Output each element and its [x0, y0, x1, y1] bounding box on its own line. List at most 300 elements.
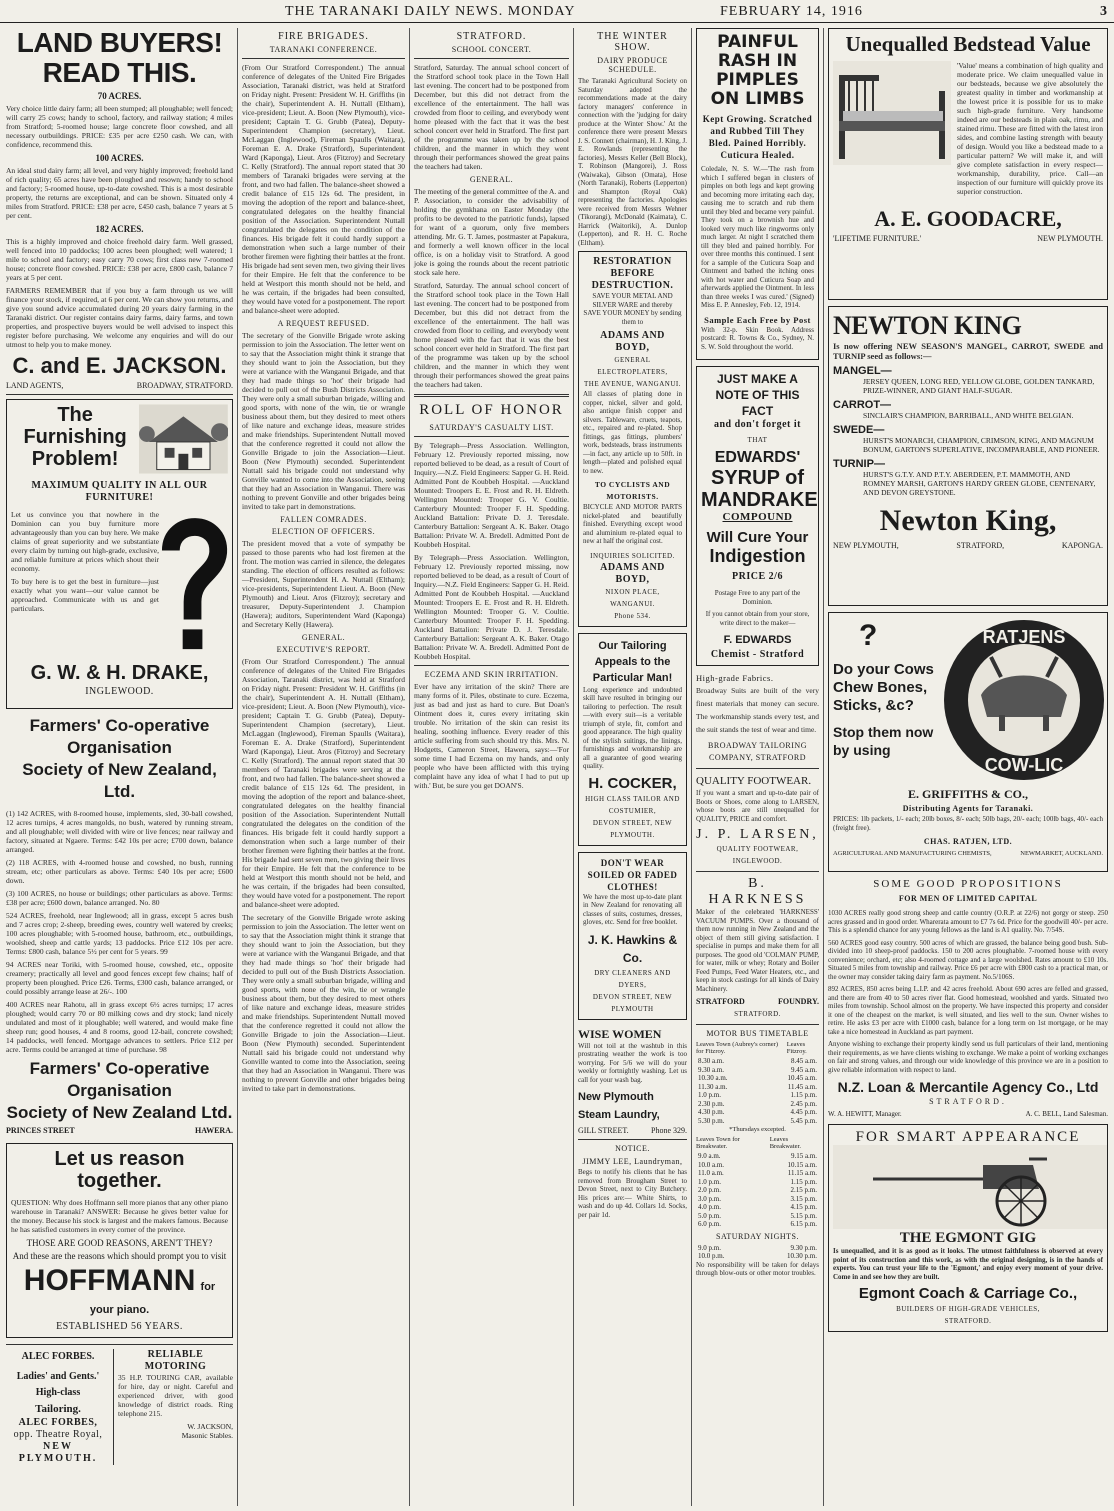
coop-footer-1: Farmers' Co-operative Organisation: [29, 1059, 210, 1100]
tt-leaves-town-2: Leaves Town for Breakwater.: [696, 1136, 740, 1150]
forbes-line1: Ladies' and Gents.' High-class: [16, 1371, 100, 1398]
hawkins-addr: DEVON STREET, NEW PLYMOUTH: [592, 992, 673, 1013]
mandrake-that: THAT: [747, 436, 768, 444]
timetable-row: [696, 1152, 819, 1161]
coop-listing: (1) 142 ACRES, with 8-roomed house, implements, sled, 30-ball cowshed, 12 acres turnips, 4 acres mangolds, no bush, watered by running stream, and all ploughable; well divided with wire or live fences; near railway and factory, situated at Ngaere. Terms: £42 10s per acre; £700 down, balance arranged.: [6, 809, 233, 854]
stratford-text-repeat: Stratford, Saturday. The annual school concert of the Stratford school took place in the Town Hall last evening. The concert had to be postponed from December, but this did not detract from the excellence of the entertainment. The hall was crowded from floor to ceiling, and everybody went home pleased with the fact that it was the best school concert ever held in Stratford. The first part of the programme was taken up by the school children, and the manner in which they went through their performances showed the great pains the teachers had taken.: [414, 281, 569, 389]
nk-town-3: KAPONGA.: [1061, 541, 1103, 550]
furnishing-text-block: [11, 510, 159, 660]
return-time: 11.15 a.m.: [787, 1169, 817, 1177]
timetable-row: [696, 1091, 819, 1100]
column-4: [574, 28, 692, 1506]
cowlic-line-2: Chew Bones,: [833, 679, 928, 696]
crop-varieties: JERSEY QUEEN, LONG RED, YELLOW GLOBE, GOLDEN TANKARD, PRIZE-WINNER, AND GIANT HALF-SUGAR.: [863, 377, 1095, 395]
tt-leaves-bw: Leaves Breakwater.: [769, 1136, 801, 1150]
timetable-row: [696, 1252, 819, 1261]
lot-text: An ideal stud dairy farm; all level, and very highly improved; freehold land of rich quality; 65 acres have been ploughed and resown; handy to school and factory; 5-roomed house, up-to-date cowshed. This is a most desirable property, the returns are exceptional, and can be shown. Situated only 4 miles from Stratford. PRICE: £38 per acre, £450 cash, balance 7 years at 5 per cent.: [6, 166, 233, 220]
forbes-line2: Tailoring.: [35, 1403, 81, 1415]
crop-varieties: SINCLAIR'S CHAMPION, BARRIBALL, AND WHITE BELGIAN.: [863, 411, 1074, 420]
return-time: 2.45 p.m.: [790, 1099, 817, 1108]
timetable-row: [696, 1169, 819, 1178]
nz-loan-town: STRATFORD.: [929, 1097, 1007, 1106]
goodacre-ad: [828, 28, 1108, 300]
winter-show-sub: DAIRY PRODUCE SCHEDULE.: [597, 56, 668, 74]
land-buyers-headline: LAND BUYERS! READ THIS.: [16, 28, 223, 88]
hoffmann-closing: And these are the reasons which should prompt you to visit: [12, 1251, 227, 1261]
forbes-name: ALEC FORBES.: [21, 1351, 95, 1362]
goodacre-tagline: 'LIFETIME FURNITURE.': [833, 234, 922, 243]
return-time: 10.15 a.m.: [787, 1160, 817, 1169]
cocker-firm: H. COCKER,: [588, 774, 677, 792]
laundry-ad: [578, 1026, 687, 1136]
cowlic-maker-role: AGRICULTURAL AND MANUFACTURING CHEMISTS,: [833, 850, 992, 857]
return-time: 2.15 p.m.: [790, 1186, 817, 1194]
departure-time: 9.30 a.m.: [698, 1065, 725, 1074]
crop-name: TURNIP—: [833, 458, 885, 470]
coop-address-row: [6, 1126, 233, 1135]
drake-town: INGLEWOOD.: [85, 686, 154, 697]
farmers-note: FARMERS REMEMBER that if you buy a farm through us we will finance your stock, if required, at 6 per cent. We can show you returns, and give you sound advice accumulated during 20 years dairy farming in the Taranaki district. Our register contains dairy farms, dairy farms, and town properties, and prospective buyers would be well advised to inspect this register before purchasing. We welcome any enquiries and will do our utmost to help you to make money.: [6, 286, 233, 349]
bedstead-illustration: [833, 61, 951, 165]
fire-brigades-text-3: The president moved that a vote of sympathy be passed to those parents who had lost firemen at the front. The motion was carried in silence, the delegates standing. The election of officers resulted as follows:—President, Superintendent H. A. Nuttall (Eltham); vice-presidents, Superintendent Lieut. A. Boon (New Plymouth) and Lieut. Aros (Fitzroy); secretary and treasurer, Deputy-Superintendent J. Champion (Hawera); auditors, Superintendent Ward (Kaponga) and Secretary Kelly (Hawera).: [242, 539, 405, 629]
forbes-town: NEW PLYMOUTH.: [18, 1441, 98, 1464]
broadway-text: Broadway Suits are built of the very finest materials that money can secure. The workmanship stands every test, and the suit stands the test of wear and time.: [696, 686, 819, 734]
house-illustration: [139, 404, 228, 474]
column-6: [824, 28, 1112, 1506]
return-time: 5.15 p.m.: [790, 1211, 817, 1220]
cowlic-text-block: [833, 661, 943, 759]
nz-loan-lot: 892 ACRES, 850 acres being L.I.P. and 42 acres freehold. About 690 acres are felled and grassed, and there are from 40 to 50 acres river flat. Good homestead, woolshed and yards. Situated two miles from township. School almost on the property. We have inspected this property and consider it one of the cheapest on the market, is well situated, and lies well to the sun. Owner wishes to retire. He asks £3 per acre with £1000 cash, balance for a long term on 1st mortgage, or he may take a nice homestead in Auckland as part payment.: [828, 985, 1108, 1036]
tt-thursdays: *Thursdays excepted.: [729, 1126, 786, 1133]
nk-town-1: NEW PLYMOUTH,: [833, 541, 899, 550]
timetable-header-1: [696, 1041, 819, 1055]
restoration-addr: THE AVENUE, WANGANUI.: [584, 380, 681, 388]
crop-name: CARROT—: [833, 399, 892, 411]
winter-show-text: The Taranaki Agricultural Society on Saturday adopted the recommendations made at the dairy factory managers' conference in connection with the 'judging for dairy produce at the Winter Show.' At the conference there were present Messrs J. S. Connett (chairman), H. J. King, J. E. Rowlands (representing the factories), Messrs Keller (Bell Block), T. Robinson (Mangorei), J. Ross (Waiwaka), Gibson (Omata), Hose (North Taranaki), Roberts (Lepperton) and Shampton (Royal Oak) representing the factories. Apologies were received from Messrs Wehner (Tikorangi), McDonald (Kaimata), C. Harrick (Waitoriki), A. Dunlop (Lepperton), and R. H. C. Roche (Eltham).: [578, 77, 687, 247]
gig-illustration: [833, 1145, 1108, 1229]
goodacre-headline: Unequalled Bedstead Value: [845, 32, 1091, 56]
nz-loan-heading: SOME GOOD PROPOSITIONS: [873, 878, 1063, 890]
fire-brigades-text-2: The secretary of the Gonville Brigade wrote asking permission to join the Association. The letter went on to say that the Association might think it strange that they should want to join the Association, but they were at variance with the Wanganui Brigade, and that they had made things so 'hot' their brigade had decided to pull out of the Bush Districts Association. They were only a small suburban brigade, willing and good sports, with none of the win, tie or wrangle business about them, but they desired to meet others of like nature and exchange ideas, measure strides and make friendships. Superintendent Nuttall moved that the conference regretted it could not allow the Gonville Brigade to join the Association—Lieut. Boon (New Plymouth) seconded. Superintendent Nuttall said his brigade could not understand why Gonville wanted to come into the Association, seeing that they had an Association in Wanganui. There was nothing to prevent Gonville and other brigades being invited to take part in demonstrations.: [242, 331, 405, 511]
timetable-heading: MOTOR BUS TIMETABLE: [706, 1029, 809, 1038]
departure-time: 2.30 p.m.: [698, 1099, 725, 1108]
coop-street: PRINCES STREET: [6, 1126, 75, 1135]
mandrake-note: If you cannot obtain from your store, write direct to the maker—: [705, 610, 810, 627]
bottom-ads-row: [6, 1344, 233, 1465]
mandrake-maker-role: Chemist - Stratford: [710, 649, 805, 660]
notice-heading: NOTICE.: [615, 1144, 650, 1153]
cuticura-ad: [696, 28, 819, 360]
timetable-row: [696, 1108, 819, 1117]
tailoring-text: Long experience and undoubted skill have resulted in bringing our tailoring to perfection. The result—with every suit—is a veritable triumph of style, fit, comfort and good appearance. The high quality of the stylish suitings, the linings, furnishings and workmanship are all a guarantee of good wearing quality.: [583, 685, 682, 770]
cowlic-line-3: Sticks, &c?: [833, 697, 914, 714]
cyclists-heading: TO CYCLISTS AND MOTORISTS.: [594, 480, 671, 501]
coop-name-1: Farmers' Co-operative Organisation: [29, 716, 210, 757]
goodacre-firm: A. E. GOODACRE,: [874, 206, 1062, 231]
crop-varieties: HURST'S MONARCH, CHAMPION, CRIMSON, KING, AND MAGNUM BONUM, GARTON'S SUPERLATIVE, INCOMPARABLE, AND PIONEER.: [863, 436, 1100, 454]
departure-time: 3.0 p.m.: [698, 1194, 721, 1203]
harkness-town: STRATFORD: [696, 997, 745, 1006]
cyclists-text: BICYCLE AND MOTOR PARTS nickel-plated and beautifully finished. Everything except wood and aluminium re-plated equal to new at half the original cost.: [583, 503, 682, 545]
hoffmann-reasons: THOSE ARE GOOD REASONS, AREN'T THEY?: [26, 1238, 213, 1248]
goodacre-row: [833, 234, 1103, 243]
cowlic-maker-row: [833, 850, 1103, 857]
nz-loan-sub: FOR MEN OF LIMITED CAPITAL: [898, 894, 1038, 903]
crop-name: SWEDE—: [833, 424, 885, 436]
goodacre-text: 'Value' means a combination of high quality and moderate price. We claim unequalled value in our bedsteads, because we give absolutely the greatest quality in timber and workmanship at the lowest price it is possible for us to make such high-grade furniture. Very handsome indeed are our bedsteads in plain oak, rimu, and stained rimu. These are fitted with the latest iron sides, and combine lasting strength with beauty of design. Would you like a bedstead made to a particular pattern? We will make it, and will give complete satisfaction in every respect—workmanship, durability, price. Call—an inspection of our furniture will quickly prove its superior construction.: [957, 61, 1103, 196]
cowlic-line-5: by using: [833, 742, 891, 758]
timetable-row: [696, 1074, 819, 1083]
furnishing-top: [11, 404, 228, 474]
newton-king-towns: [833, 541, 1103, 550]
cocker-role: HIGH CLASS TAILOR AND COSTUMIER,: [585, 794, 680, 815]
hawkins-ad: [578, 852, 687, 1020]
hoffmann-brand-tail: for your piano.: [89, 1281, 216, 1316]
harkness-town-2: STRATFORD.: [734, 1010, 781, 1018]
timetable-fitzroy: [696, 1057, 819, 1125]
seal-top-text: RATJENS: [982, 627, 1066, 647]
restoration-firm-2: ADAMS AND BOYD,: [600, 561, 665, 585]
egmont-role: BUILDERS OF HIGH-GRADE VEHICLES,: [896, 1305, 1040, 1313]
harkness-foundry: FOUNDRY.: [778, 997, 819, 1006]
roll-of-honor: ROLL OF HONOR: [419, 402, 564, 418]
lot-heading: 100 ACRES.: [95, 153, 144, 163]
timetable-row: [696, 1066, 819, 1075]
fire-sub-fallen: FALLEN COMRADES.: [280, 515, 367, 524]
tailoring-title: Our Tailoring Appeals to the Particular Man!: [592, 639, 673, 684]
timetable-row: [696, 1178, 819, 1187]
lot-text: Very choice little dairy farm; all been stumped; all ploughable; well fenced; will carry 25 cows; handy to school, factory, and railway station; 4 miles from Stratford; 5-roomed house; large concrete floor cowshed, and all necessary outbuildings. PRICE: £35 per acre £250 cash. We can, with confidence, recommend this.: [6, 104, 233, 149]
cuticura-sub: Kept Growing. Scratched and Rubbed Till They Bled. Pained Horribly. Cuticura Healed.: [702, 114, 813, 160]
mandrake-ad: [696, 366, 819, 666]
restoration-firm: ADAMS AND BOYD,: [600, 330, 665, 353]
larsen-text: If you want a smart and up-to-date pair of Boots or Shoes, come along to LARSEN, whose boots are still unequalled for QUALITY, PRICE and comfort.: [696, 789, 819, 823]
return-time: 8.45 a.m.: [790, 1057, 817, 1065]
departure-time: 9.0 p.m.: [698, 1243, 721, 1252]
masthead-date: FEBRUARY 14, 1916: [720, 4, 863, 19]
return-time: 4.15 p.m.: [790, 1203, 817, 1211]
laundry-name: New Plymouth Steam Laundry,: [578, 1091, 660, 1121]
lee-title: JIMMY LEE, Laundryman,: [582, 1157, 683, 1166]
larsen-firm: J. P. LARSEN,: [696, 827, 819, 842]
cowlic-line-4: Stop them now: [833, 724, 934, 740]
fire-sub-executive: EXECUTIVE'S REPORT.: [276, 645, 371, 654]
forbes-name2: ALEC FORBES,: [18, 1417, 98, 1428]
hoffmann-ad: [6, 1143, 233, 1338]
goodacre-town: NEW PLYMOUTH.: [1037, 234, 1103, 243]
column-2: [238, 28, 410, 1506]
masthead-title: THE TARANAKI DAILY NEWS. MONDAY: [285, 4, 576, 19]
departure-time: 8.30 a.m.: [698, 1057, 725, 1065]
goodacre-body: [833, 61, 1103, 200]
forbes-addr: opp. Theatre Royal,: [13, 1429, 103, 1440]
roll-text: By Telegraph—Press Association. Wellington, February 12. Previously reported missing, now reported believed to be dead, as a result of Court of Inquiry.—N.Z. Field Engineers: Sapper G. H. Reid. Admitted Pont de Koubbeh Hospital. —Auckland Mounted: Troopers E. E. Frost and R. H. Eldreth. Wellington Mounted: Trooper G. V. Coultie. Canterbury Mounted: Trooper F. H. Spedding. Auckland Battalion: Private D. J. Teresdale. Canterbury Battalion: Sergeant A. K. Baker. Otago Battalion: Private W. A. Bredell. Admitted Pont de Koubbeh Hospital.: [414, 441, 569, 549]
farmers-coop-ad: [6, 715, 233, 1135]
departure-time: 5.0 p.m.: [698, 1211, 721, 1220]
column-3: [410, 28, 574, 1506]
roll-text-repeat: By Telegraph—Press Association. Wellington, February 12. Previously reported missing, now reported believed to be dead, as a result of Court of Inquiry.—N.Z. Field Engineers: Sapper G. H. Reid. Admitted Pont de Koubbeh Hospital. —Auckland Mounted: Troopers E. E. Frost and R. H. Eldreth. Wellington Mounted: Trooper G. V. Coultie. Canterbury Mounted: Trooper F. H. Spedding. Auckland Battalion: Private D. J. Teresdale. Canterbury Battalion: Sergeant A. K. Baker. Otago Battalion: Private W. A. Bredell. Admitted Pont de Koubbeh Hospital.: [414, 553, 569, 661]
laundry-row: [578, 1126, 687, 1135]
larsen-role: QUALITY FOOTWEAR, INGLEWOOD.: [716, 845, 799, 865]
restoration-phone: Phone 534.: [614, 611, 651, 620]
furnishing-text-2: To buy here is to get the best in furniture—just exactly what you want—our value cannot be approached. Communicate with us and get particulars.: [11, 577, 159, 613]
cowlic-seal: [941, 617, 1107, 783]
coop-listing: 94 ACRES near Toriki, with 5-roomed house, cowshed, etc., opposite creamery; practically all level and good fences except few chains; half of property been ploughed. Price £26. Terms, £300 cash, balance arranged, or could possibly arrange lease at 26/-. 100: [6, 960, 233, 996]
cowlic-distributor: E. GRIFFITHS & CO.,: [907, 787, 1028, 801]
hawkins-role: DRY CLEANERS AND DYERS,: [594, 968, 671, 989]
newton-king-intro: Is now offering NEW SEASON'S MANGEL, CARROT, SWEDE and TURNIP seed as follows:—: [833, 341, 1103, 361]
lot-text: This is a highly improved and choice freehold dairy farm. Well grassed, well fenced into 10 paddocks; 100 acres been ploughed; well watered; 1 mile to school and factory; easy carry 70 cows; first class new 7-roomed house; concrete floor cowshed. PRICE: £38 per acre, £800 cash, balance 7 years at 5 per cent.: [6, 237, 233, 282]
lot-heading: 70 ACRES.: [97, 91, 142, 101]
tt-saturday: SATURDAY NIGHTS.: [716, 1231, 799, 1241]
return-time: 9.45 a.m.: [790, 1065, 817, 1074]
hawkins-firm: J. K. Hawkins & Co.: [587, 932, 678, 965]
furnishing-text-1: Let us convince you that nowhere in the Dominion can you buy furniture more advantageously than you can buy here. We make claims of great superiority and we substantiate every claim by turning out high-grade, exclusive, and reliable furniture at prices which shout their economy.: [11, 510, 159, 573]
restoration-addr-2: NIXON PLACE, WANGANUI.: [605, 587, 660, 608]
timetable-row: [696, 1161, 819, 1170]
nz-loan-ad: [828, 878, 1108, 1118]
return-time: 3.15 p.m.: [790, 1194, 817, 1203]
lee-text: Begs to notify his clients that he has removed from Brougham Street to Devon Street, next to City Butchery. His prices are:— White Shirts, to wash and do up 4d. Collars 1d. Socks, per pair 1d.: [578, 1168, 687, 1219]
timetable-row: [696, 1212, 819, 1221]
cocker-addr: DEVON STREET, NEW PLYMOUTH.: [592, 818, 673, 839]
departure-time: 1.0 p.m.: [698, 1177, 721, 1186]
tt-footnote: No responsibility will be taken for delays through blow-outs or other motor troubles.: [696, 1260, 819, 1277]
roll-sub: SATURDAY'S CASUALTY LIST.: [429, 423, 554, 432]
mandrake-product-2: MANDRAKE: [701, 489, 818, 511]
jackson-address-row: [6, 381, 233, 390]
motoring-ad: [114, 1349, 233, 1465]
winter-show-heading: THE WINTER SHOW.: [597, 31, 668, 53]
motoring-heading: RELIABLE MOTORING: [144, 1349, 207, 1372]
fire-brigades-sub: TARANAKI CONFERENCE.: [269, 45, 378, 54]
wear-text: We have the most up-to-date plant in New Zealand for renovating all classes of suits, costumes, dresses, gloves, etc. Send for free booklet.: [583, 892, 682, 926]
laundry-addr: GILL STREET.: [578, 1126, 629, 1135]
restoration-title: RESTORATION BEFORE DESTRUCTION.: [591, 256, 674, 291]
crop-varieties: HURST'S G.T.Y. AND P.T.Y. ABERDEEN, P.T. MAMMOTH, AND ROMNEY MARSH, GARTON'S HARDY GREEN GLOBE, CENTENARY, AND DEVON GREYSTONE.: [863, 470, 1096, 497]
motoring-text: 35 H.P. TOURING CAR, available for hire, day or night. Careful and experienced driver, with good knowledge of district roads. Ring telephone 215.: [118, 1373, 233, 1418]
cowlic-maker-town: NEWMARKET, AUCKLAND.: [1020, 850, 1103, 857]
mandrake-postage: Postage Free to any part of the Dominion.: [714, 589, 801, 606]
hoffmann-brand: HOFFMANN: [23, 1264, 196, 1297]
departure-time: 6.0 p.m.: [698, 1220, 721, 1228]
timetable-row: [696, 1100, 819, 1109]
departure-time: 11.30 a.m.: [698, 1082, 728, 1091]
nz-loan-manager: W. A. HEWITT, Manager.: [828, 1110, 902, 1118]
furnishing-tagline: MAXIMUM QUALITY IN ALL OUR FURNITURE!: [31, 480, 208, 503]
eczema-text: Ever have any irritation of the skin? There are many forms of it. Piles, obstinate to cure. Eczema, just as bad and just as hard to cure. But Doan's Ointment does it, cures every irritating skin trouble. No irritation of the skin can resist its healing, soothing influence. Every reader of this article suffering from such should try this. Mrs. N. Hodgetts, Cameron Street, Hawera, says:—'For some time I had Eczema on my hands, and only people who have been afflicted with this trying complaint have any idea of what I had to put up with.' But, be sure you get DOAN'S.: [414, 682, 569, 790]
nz-loan-lot: 560 ACRES good easy country. 500 acres of which are grassed, the balance being good bush. Sub-divided into 10 sheep-proof paddocks. 150 to 200 acres ploughable. 7-roomed house with every convenience; orchard, etc; also 4-roomed cottage and a large woolshed. Rates amount to £10 10s. Situated 5 miles from township and railway. Price £6 per acre with £800 cash to a practical man, or the owner may consider taking dairy farm as payment. No.5/106S.: [828, 938, 1108, 981]
mandrake-claim-1: Will Cure Your: [706, 529, 809, 546]
mandrake-compound: COMPOUND: [722, 511, 793, 523]
cowlic-maker: CHAS. RATJEN, LTD.: [923, 837, 1013, 846]
hoffmann-brand-row: [11, 1264, 228, 1317]
timetable-row: [696, 1195, 819, 1204]
furnishing-title: The Furnishing Problem!: [23, 404, 127, 470]
timetable-row: [696, 1117, 819, 1126]
cowlic-line-1: Do your Cows: [833, 661, 934, 678]
page-number: 3: [1100, 4, 1108, 19]
drake-firm: G. W. & H. DRAKE,: [30, 662, 209, 684]
return-time: 5.45 p.m.: [790, 1116, 817, 1125]
nk-town-2: STRATFORD,: [956, 541, 1005, 550]
wise-title: WISE WOMEN: [578, 1026, 662, 1041]
departure-time: 10.0 a.m.: [698, 1160, 725, 1169]
return-time: 9.30 p.m.: [790, 1243, 817, 1252]
nz-loan-lot: Anyone wishing to exchange their property kindly send us full particulars of their land, mentioning their requirements, as we have clients wishing to exchange. We make a point of working exchanges on fair and strong values, and through our wide knowledge of this province we are in a position to give reliable information with respect to land.: [828, 1040, 1108, 1074]
nz-loan-salesman: A. C. BELL, Land Salesman.: [1025, 1110, 1108, 1118]
cuticura-sample: Sample Each Free by Post: [704, 314, 811, 325]
return-time: 9.15 a.m.: [790, 1152, 817, 1160]
timetable-row: [696, 1203, 819, 1212]
masthead: [0, 2, 1114, 23]
wise-text: Will not toil at the washtub in this prostrating weather the work is too worrying. For 5/6 we will do your weekly or fortnightly washing. Let us call for your wash bag.: [578, 1041, 687, 1084]
newton-king-ad: [828, 306, 1108, 606]
stratford-heading: STRATFORD.: [456, 31, 527, 42]
broadway-heading: High-grade Fabrics.: [696, 673, 774, 683]
cocker-ad: [578, 633, 687, 846]
coop-listing: (3) 100 ACRES, no house or buildings; other particulars as above. Terms: £38 per acre; £600 down, balance arranged. No. 80: [6, 889, 233, 907]
restoration-role: GENERAL ELECTROPLATERS,: [597, 356, 668, 376]
alec-forbes-ad: [6, 1349, 114, 1465]
return-time: 11.45 a.m.: [787, 1082, 817, 1091]
tt-leaves-fitzroy: Leaves Fitzroy.: [786, 1041, 807, 1055]
stratford-sub: SCHOOL CONCERT.: [451, 45, 532, 54]
departure-time: 5.30 p.m.: [698, 1116, 725, 1125]
coop-listing: 400 ACRES near Rahotu, all in grass except 6½ acres turnips; 17 acres ploughed; would carry 70 or 80 milking cows and dry stock; land nicely undulated and most of it ploughable; well watered, and would make fine sheep run; good houses, 4 and 8 rooms, good 12-bail, concrete cowshed; 14 paddocks, well fenced. Mortgage advances to settlers. Price £12 per acre. Terms could be arranged at time of purchase. 98: [6, 1000, 233, 1054]
coop-listing: (2) 118 ACRES, with 4-roomed house and cowshed, no bush, running stream, etc; other particulars as above. Terms: £40 10s per acre; £600 down.: [6, 858, 233, 885]
eczema-heading: ECZEMA AND SKIN IRRITATION.: [424, 670, 559, 679]
furnishing-ad: [6, 399, 233, 709]
hoffmann-established: ESTABLISHED 56 YEARS.: [56, 1321, 183, 1332]
mandrake-brand: EDWARDS': [714, 449, 801, 466]
fire-brigades-text-repeat: The secretary of the Gonville Brigade wrote asking permission to join the Association. The letter went on to say that the Association might think it strange that they should want to join the Association, but they were at variance with the Wanganui Brigade, and that they had made things so 'hot' their brigade had decided to pull out of the Bush Districts Association. They were only a small suburban brigade, willing and good sports, with none of the win, tie or wrangle business about them, but they desired to meet others of like nature and exchange ideas, measure strides and make friendships. Superintendent Nuttall moved that the conference regretted it could not allow the Gonville Brigade to join the Association—Lieut. Boon (New Plymouth) seconded. Superintendent Nuttall said his brigade could not understand why Gonville wanted to come into the Association, seeing that they had an Association in Wanganui. There was nothing to prevent Gonville and other brigades being invited to take part in demonstrations.: [242, 913, 405, 1093]
nz-loan-lot: 1030 ACRES really good strong sheep and cattle country (O.R.P. at 22/6) not gorgy or steep. 250 acres grassed and in good order. Wharerata amount to £7 7s 6d. Price for the goodwill 40/- per acre. This is a splendid chance for any young fellows as the land is A1 quality. No. 7/54S.: [828, 909, 1108, 934]
enquiries: INQUIRIES SOLICITED.: [590, 551, 675, 560]
restoration-ad: [578, 251, 687, 627]
cowlic-distributor-role: Distributing Agents for Taranaki.: [902, 804, 1034, 813]
egmont-firm: Egmont Coach & Carriage Co.,: [858, 1285, 1078, 1302]
mandrake-line2: and don't forget it: [714, 419, 801, 430]
return-time: 1.15 p.m.: [790, 1177, 817, 1186]
stratford-text: Stratford, Saturday. The annual school concert of the Stratford school took place in the Town Hall last evening. The concert had to be postponed from December, but this did not detract from the excellence of the entertainment. The hall was crowded from floor to ceiling, and everybody went home pleased with the fact that it was the best school concert ever held in Stratford. The first part of the programme was taken up by the school children, and the manner in which they went through their performances showed the great pains the teachers had taken.: [414, 63, 569, 171]
timetable-saturday: [696, 1244, 819, 1261]
restoration-text-2: All classes of plating done in copper, nickel, silver and gold, also antique finish copper and silvers. Tableware, cruets, teapots, etc., repaired and re-plated. Shop fittings, gas fittings, plumbers' work, bedsteads, brass instruments—in fact, any article up to 50ft. in length—plated and polished equal to new.: [583, 390, 682, 475]
cuticura-text: Coledale, N. S. W.—'The rash from which I suffered began in clusters of pimples on both legs and kept growing and becoming more irritating each day, causing me to scratch and rub them until they bled and became very painful. They took on a brownish hue and looked very much like ringworms only much larger. At night I scratched them till they bled and pained horribly. For over three months this continued. I sent for a sample of the Cuticura Soap and Ointment and bathed the itching ones with hot water and Cuticura Soap and afterwards applied the Ointment. In less than three weeks I was cured.' (Signed) Miss E. P. Annesley, Feb. 12, 1914.: [701, 165, 814, 309]
mandrake-price: PRICE 2/6: [732, 571, 783, 582]
cow-lic-ad: [828, 612, 1108, 872]
hoffmann-headline: Let us reason together.: [54, 1148, 185, 1192]
return-time: 6.15 p.m.: [790, 1220, 817, 1228]
crop-name: MANGEL—: [833, 365, 892, 377]
return-time: 1.15 p.m.: [790, 1091, 817, 1099]
broadway-firm: BROADWAY TAILORING COMPANY, STRATFORD: [708, 741, 807, 762]
laundry-phone: Phone 329.: [651, 1126, 687, 1135]
cowlic-footer: [833, 785, 1103, 859]
restoration-text: SAVE YOUR METAL AND SILVER WARE and thereby SAVE YOUR MONEY by sending them to: [583, 292, 682, 326]
cowlic-question: ?: [859, 619, 878, 652]
departure-time: 1.0 p.m.: [698, 1091, 721, 1099]
cowlic-prices: PRICES: 1lb packets, 1/- each; 20lb boxes, 8/- each; 50lb bags, 20/- each; 100lb bags, 40/- each (freight free).: [833, 815, 1103, 832]
nz-loan-firm: N.Z. Loan & Mercantile Agency Co., Ltd: [837, 1079, 1099, 1095]
wear-title: DON'T WEAR SOILED OR FADED CLOTHES!: [587, 857, 678, 892]
timetable-breakwater: [696, 1152, 819, 1229]
harkness-text: Maker of the celebrated 'HARKNESS' VACUUM PUMPS. Over a thousand of them now running in New Zealand and the object of them still giving satisfaction. I specialise in pumps and make them for all purposes. The good old 'COLMAN' PUMP, for water, milk or whey; Rotary and Boiler Feed Pumps, Feed Water Heaters, etc., and keep in stock castings for all kinds of Dairy Machinery.: [696, 908, 819, 993]
crop-list: [833, 365, 1103, 497]
egmont-town: STRATFORD.: [944, 1317, 992, 1325]
jackson-firm: C. and E. JACKSON.: [12, 353, 227, 378]
fire-sub-election: ELECTION OF OFFICERS.: [271, 527, 376, 536]
newton-king-signature: Newton King,: [879, 504, 1057, 537]
departure-time: 11.0 a.m.: [698, 1169, 724, 1177]
fire-sub-request: A REQUEST REFUSED.: [277, 319, 370, 328]
mandrake-claim-2: Indigestion: [709, 546, 806, 566]
newton-king-headline: NEWTON KING: [833, 311, 1022, 340]
motoring-place: Masonic Stables.: [181, 1431, 233, 1440]
coop-listing: 524 ACRES, freehold, near Inglewood; all in grass, except 5 acres bush and 7 acres crop; 2-sheep, breeding ewes, country well watered by creeks; 100 acres ploughable; with 5-roomed house, bathroom, etc., outbuildings, woolshed, sheep and cattle yards; 13 paddocks. Price £12 10s per acre. Terms: £800 cash, balance 5½ per cent for 5 years. 99: [6, 911, 233, 956]
jackson-address: BROADWAY, STRATFORD.: [136, 381, 233, 390]
jackson-role: LAND AGENTS,: [6, 381, 64, 390]
cuticura-headline: PAINFUL RASH IN PIMPLES ON LIMBS: [710, 32, 805, 109]
fire-brigades-text-repeat: (From Our Stratford Correspondent.) The annual conference of delegates of the United Fire Brigades Association, Taranaki district, was held at Stratford on Friday night. Present: President W. H. Griffiths (in the chair), Superintendent A. H. Nuttall (Eltham), vice-president; Lieut. A. Boon (New Plymouth), vice-president; Captain T. G. Grubb (Patea), Deputy-Superintendent Champion (secretary), Lieut. McLaggan (Inglewood), Fireman Spaulls (Waitara), Foreman E. A. Drake (Stratford), Superintendent Ward (Kaponga), Lieut. Aros (Fitzroy) and Secretary C. Kelly (Stratford). The annual report stated that 30 members of Taranaki brigades were serving at the front, and two had fallen. The balance-sheet showed a credit balance of £15 12s 6d. The president, in moving the adoption of the report and balance-sheet, congratulated delegates on the healthy financial position of the Association. Superintendent Nuttall congratulated the delegates on the condition of the finances. His brigade felt it could hardly support a demonstration when such a large number of their brother firemen were fighting their battles at the front. His brigade had sent seven men, two giving their lives for their Empire. He felt that the conference to be held at Westport this month should not be held, and he was certain, if the brigades had been consulted, they would have voted for a postponement. The report and balance-sheet were adopted.: [242, 657, 405, 909]
land-buyers-ad: [6, 28, 233, 390]
nz-loan-staff: [828, 1110, 1108, 1118]
timetable-row: [696, 1244, 819, 1253]
furnishing-body: [11, 510, 228, 660]
seal-bottom-text: COW-LIC: [984, 755, 1064, 775]
return-time: 10.45 a.m.: [787, 1074, 817, 1082]
coop-footer-2: Society of New Zealand Ltd.: [6, 1103, 233, 1122]
return-time: 4.45 p.m.: [790, 1108, 817, 1116]
departure-time: 9.0 a.m.: [698, 1152, 721, 1160]
lot-heading: 182 ACRES.: [95, 224, 144, 234]
departure-time: 4.0 p.m.: [698, 1203, 721, 1211]
fire-brigades-heading: FIRE BRIGADES.: [278, 31, 369, 42]
departure-time: 10.0 p.m.: [698, 1252, 725, 1260]
fire-sub-general: GENERAL.: [301, 633, 346, 642]
question-mark-graphic: [159, 510, 228, 660]
timetable-row: [696, 1186, 819, 1195]
coop-name-2: Society of New Zealand, Ltd.: [22, 760, 217, 801]
tt-leaves-town: Leaves Town (Aubrey's corner) for Fitzroy.: [696, 1041, 778, 1055]
column-5: [692, 28, 824, 1506]
column-1: [2, 28, 238, 1506]
harkness-row: [696, 997, 819, 1006]
egmont-text: Is unequalled, and it is as good as it looks. The utmost faithfulness is observed at every point of its construction and this work, as with the original designing, is in the hands of experts. You can trust your life to the 'Egmont,' and enjoy every moment of your drive. Come in and see how they are built.: [833, 1247, 1103, 1281]
stratford-sub-general: GENERAL.: [469, 175, 514, 184]
stratford-text-2: The meeting of the general committee of the A. and P. Association, to consider the advisability of holding the gymkhana on Easter Monday (the profits to be devoted to the patriotic funds), lapsed for want of a quorum, only five members attending. Mr. G. T. James, postmaster at Papakura, and formerly a well known officer in the local office, is on a holiday visit to Stratford. A good joke is going the rounds about the recent patriotic stock sale here.: [414, 187, 569, 277]
harkness-firm: B. HARKNESS: [708, 876, 807, 907]
egmont-ad: [828, 1124, 1108, 1332]
mandrake-product-1: SYRUP of: [711, 467, 804, 489]
timetable-row: [696, 1220, 819, 1229]
cuticura-sample-text: With 32-p. Skin Book. Address postcard: R. Towns & Co., Sydney, N. S. W. Sold throughout the world.: [701, 325, 814, 351]
fire-brigades-text: (From Our Stratford Correspondent.) The annual conference of delegates of the United Fire Brigades Association, Taranaki district, was held at Stratford on Friday night. Present: President W. H. Griffiths (in the chair), Superintendent A. H. Nuttall (Eltham), vice-president; Lieut. A. Boon (New Plymouth), vice-president; Captain T. G. Grubb (Patea), Deputy-Superintendent Champion (secretary), Lieut. McLaggan (Inglewood), Fireman Spaulls (Waitara), Foreman E. A. Drake (Stratford), Superintendent Ward (Kaponga), Lieut. Aros (Fitzroy) and Secretary C. Kelly (Stratford). The annual report stated that 30 members of Taranaki brigades were serving at the front, and two had fallen. The balance-sheet showed a credit balance of £15 12s 6d. The president, in moving the adoption of the report and balance-sheet, congratulated delegates on the healthy financial position of the Association. Superintendent Nuttall congratulated the delegates on the condition of the finances. His brigade felt it could hardly support a demonstration when such a large number of their brother firemen were fighting their battles at the front. His brigade had sent seven men, two giving their lives for their Empire. He felt that the conference to be held at Westport this month should not be held, and he was certain, if the brigades had been consulted, they would have voted for a postponement. The report and balance-sheet were adopted.: [242, 63, 405, 315]
departure-time: 4.30 p.m.: [698, 1108, 725, 1116]
timetable-header-2: [696, 1136, 819, 1150]
return-time: 10.30 p.m.: [787, 1252, 817, 1260]
departure-time: 2.0 p.m.: [698, 1186, 721, 1194]
mandrake-maker: F. EDWARDS: [723, 634, 792, 646]
egmont-headline: FOR SMART APPEARANCE: [855, 1129, 1081, 1145]
larsen-heading: QUALITY FOOTWEAR.: [696, 775, 812, 787]
egmont-product: THE EGMONT GIG: [899, 1230, 1037, 1246]
coop-town: HAWERA.: [194, 1126, 233, 1135]
timetable-row: [696, 1057, 819, 1066]
hoffmann-text: QUESTION: Why does Hoffmann sell more pianos that any other piano warehouse in Taranaki? ANSWER: Because he gives better value for the money. Because his stock is largest and the makers famous. Because he has satisfied customers in every corner of the province.: [11, 1198, 228, 1234]
departure-time: 10.30 a.m.: [698, 1074, 728, 1082]
mandrake-line1: JUST MAKE A NOTE OF THIS FACT: [715, 372, 800, 418]
